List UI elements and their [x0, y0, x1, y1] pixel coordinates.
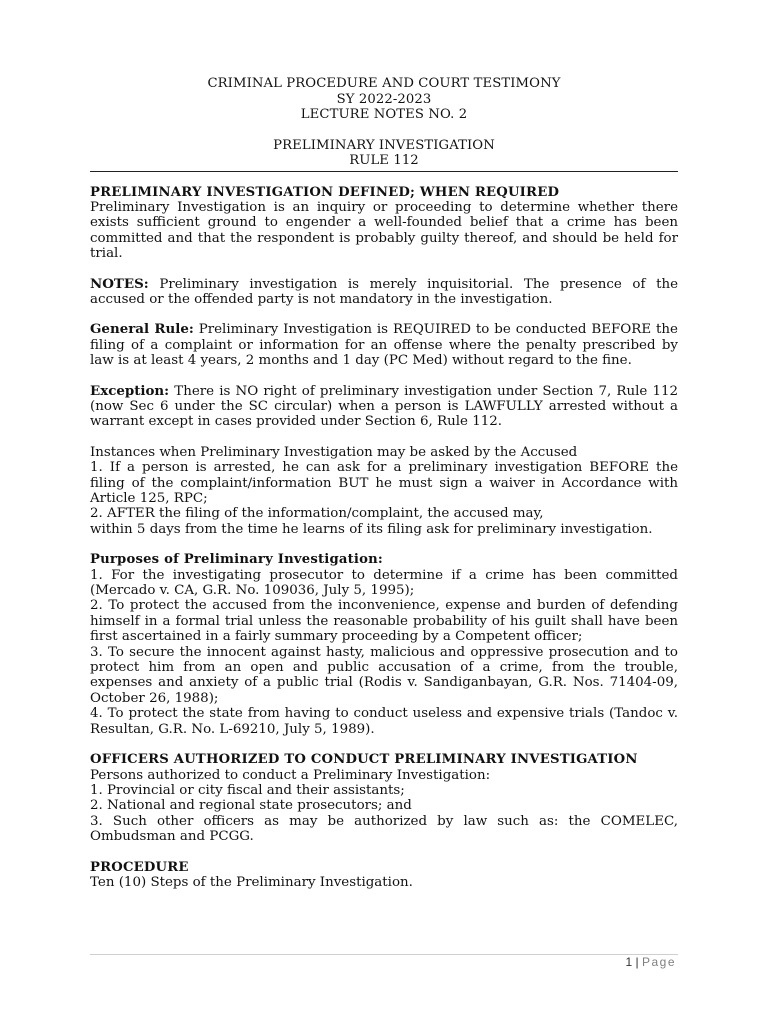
topic-title: PRELIMINARY INVESTIGATION: [273, 137, 495, 153]
list-item: 2. To protect the accused from the inconvenience, expense and burden of defending himself in a formal trial unless the reasonable probability of his guilt shall have been first ascertained in a fairly summary proceeding by a Competent officer;: [90, 598, 678, 645]
procedure-section: [90, 860, 678, 891]
notes-body: Preliminary investigation is merely inquisitorial. The presence of the accused or the offended party is not mandatory in the investigation.: [90, 276, 678, 307]
page-label: Page: [641, 955, 676, 969]
rule-number: RULE 112: [349, 153, 419, 168]
document-page: [90, 76, 678, 890]
list-item: 4. To protect the state from having to conduct useless and expensive trials (Tandoc v. Resultan, G.R. No. L-69210, July 5, 1989).: [90, 706, 678, 737]
general-rule-body: Preliminary Investigation is REQUIRED to be conducted BEFORE the filing of a complaint or information for an offense where the penalty prescribed by law is at least 4 years, 2 months and 1 day (PC Med) without regard to the fine.: [90, 322, 678, 369]
general-rule-section: [90, 322, 678, 368]
list-item: within 5 days from the time he learns of its filing ask for preliminary investigation.: [90, 521, 653, 537]
lecture-number: LECTURE NOTES NO. 2: [300, 107, 468, 122]
instances-section: [90, 445, 678, 537]
course-title: CRIMINAL PROCEDURE AND COURT TESTIMONY: [207, 76, 561, 91]
school-year: SY 2022-2023: [336, 91, 432, 107]
purposes-section: [90, 552, 678, 737]
procedure-heading: PROCEDURE: [90, 859, 189, 875]
officers-heading: OFFICERS AUTHORIZED TO CONDUCT PRELIMINARY INVESTIGATION: [90, 752, 638, 768]
page-separator: |: [635, 955, 639, 969]
list-item: 2. National and regional state prosecutors; and: [90, 798, 412, 814]
list-item: 1. If a person is arrested, he can ask for a preliminary investigation BEFORE the filing of the complaint/information BUT he must sign a waiver in Accordance with Article 125, RPC;: [90, 460, 678, 506]
definition-heading: PRELIMINARY INVESTIGATION DEFINED; WHEN REQUIRED: [90, 184, 560, 200]
definition-section: [90, 185, 678, 262]
footer-divider: [90, 954, 678, 955]
officers-section: [90, 752, 678, 844]
general-rule-label: General Rule:: [90, 321, 194, 338]
title-block: [90, 76, 678, 123]
page-footer: [625, 955, 676, 969]
header-divider: [90, 171, 678, 172]
list-item: 1. For the investigating prosecutor to determine if a crime has been committed (Mercado v. CA, G.R. No. 109036, July 5, 1995);: [90, 567, 678, 599]
notes-section: [90, 277, 678, 308]
exception-body: There is NO right of preliminary investigation under Section 7, Rule 112 (now Sec 6 under the SC circular) when a person is LAWFULLY arrested without a warrant except in cases provided under Section 6, Rule 112.: [90, 383, 678, 430]
list-item: 1. Provincial or city fiscal and their assistants;: [90, 782, 405, 798]
officers-intro: Persons authorized to conduct a Preliminary Investigation:: [90, 767, 491, 783]
notes-label: NOTES:: [90, 275, 149, 292]
instances-intro: Instances when Preliminary Investigation may be asked by the Accused: [90, 444, 578, 460]
list-item: 2. AFTER the filing of the information/complaint, the accused may,: [90, 506, 544, 522]
list-item: 3. To secure the innocent against hasty, malicious and oppressive prosecution and to protect him from an open and public accusation of a crime, from the trouble, expenses and anxiety of a public trial (Rodis v. Sandiganbayan, G.R. Nos. 71404-09, October 26, 1988);: [90, 644, 678, 706]
procedure-body: Ten (10) Steps of the Preliminary Investigation.: [90, 874, 413, 890]
page-number: 1: [625, 955, 633, 969]
exception-section: [90, 384, 678, 430]
list-item: 3. Such other officers as may be authorized by law such as: the COMELEC, Ombudsman and PCGG.: [90, 813, 678, 845]
exception-label: Exception:: [90, 382, 170, 399]
definition-body: Preliminary Investigation is an inquiry or proceeding to determine whether there exists sufficient ground to engender a well-founded belief that a crime has been committed and that the respondent is probably guilty thereof, and should be held for trial.: [90, 199, 678, 262]
purposes-heading: Purposes of Preliminary Investigation:: [90, 552, 383, 568]
